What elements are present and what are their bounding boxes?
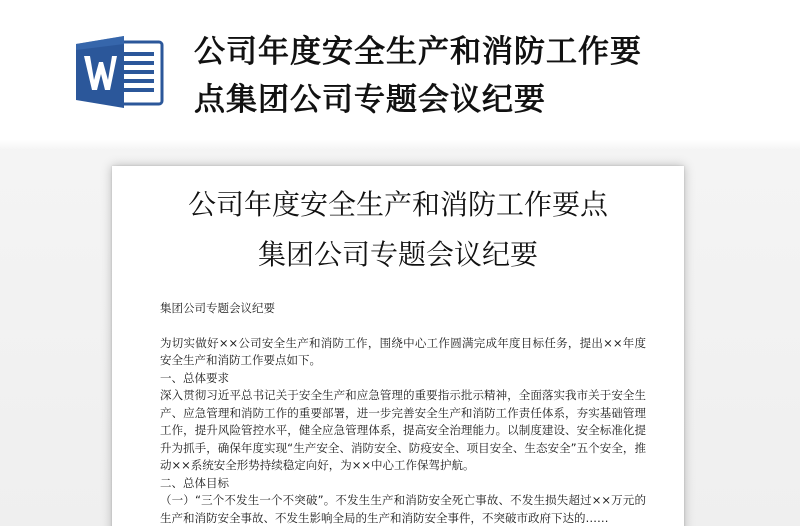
paragraph-goals: （一）“三个不发生一个不突破”。不发生生产和消防安全死亡事故、不发生损失超过××万元的生产和消防安全事故、不发生影响全局的生产和消防安全事件，不突破市政府下达的……	[160, 493, 646, 525]
section-heading-1: 一、总体要求	[160, 370, 229, 385]
document-title	[112, 180, 684, 280]
document-title-line-1: 公司年度安全生产和消防工作要点	[187, 188, 608, 221]
banner-title	[194, 28, 774, 124]
document-page	[112, 166, 684, 526]
section-heading-2: 二、总体目标	[160, 475, 229, 490]
banner-title-line-2: 点集团公司专题会议纪要	[194, 82, 546, 118]
banner-title-line-1: 公司年度安全生产和消防工作要	[194, 34, 642, 70]
paragraph-requirements: 深入贯彻习近平总书记关于安全生产和应急管理的重要指示批示精神，全面落实我市关于安全生产、应急管理和消防工作的重要部署，进一步完善安全生产和消防工作责任体系，夯实基础管理工作，提升风险管控水平，健全应急管理体系，提高安全治理能力。以制度建设、安全标准化提升为抓手，确保年度实现“生产安全、消防安全、防疫安全、项目安全、生态安全”五个安全，推动××系统安全形势持续稳定向好，为××中心工作保驾护航。	[160, 388, 646, 472]
paragraph-intro: 为切实做好××公司安全生产和消防工作，围绕中心工作圆满完成年度目标任务，提出××年度安全生产和消防工作要点如下。	[160, 335, 646, 367]
word-icon-graphic	[74, 34, 166, 110]
word-icon	[74, 34, 166, 110]
document-body	[160, 300, 646, 526]
document-title-line-2: 集团公司专题会议纪要	[257, 238, 538, 271]
document-subtitle: 集团公司专题会议纪要	[160, 301, 275, 315]
banner-header	[0, 0, 800, 140]
